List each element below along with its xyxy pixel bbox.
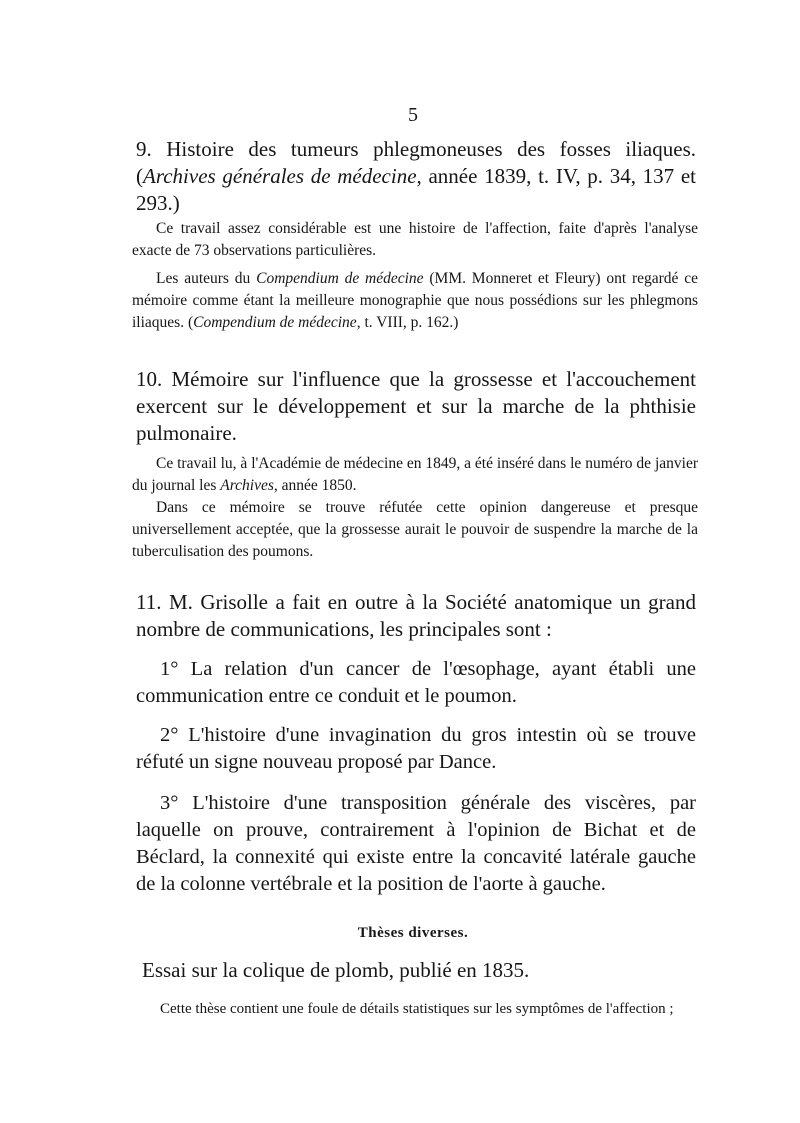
item-11-sub-1: 1° La relation d'un cancer de l'œsophage, ayant établi une communication entre ce conduit et le poumon. bbox=[136, 658, 696, 707]
item-9-heading-journal: Archives générales de médecine bbox=[143, 164, 417, 188]
theses-item-1: Essai sur la colique de plomb, publié en 1835. bbox=[142, 958, 530, 982]
item-9-para-1: Ce travail assez considérable est une histoire de l'affection, faite d'après l'analyse exacte de 73 observations particulières. bbox=[132, 220, 698, 259]
item-9-heading bbox=[136, 136, 696, 217]
item-11-heading: 11. M. Grisolle a fait en outre à la Société anatomique un grand nombre de communications, les principales sont : bbox=[136, 590, 696, 641]
item-9-heading-rest: , année 1839, t. IV, p. 34, 137 et 293.) bbox=[136, 164, 697, 215]
item-9-heading-main: 9. Histoire des tumeurs phlegmoneuses des fosses iliaques. ( bbox=[136, 137, 696, 188]
theses-section-title: Thèses diverses. bbox=[357, 925, 469, 941]
item-10-para-1-start: Ce travail lu, à l'Académie de médecine en 1849, a été inséré dans le numéro de janvier du journal les bbox=[132, 455, 698, 494]
item-9-para-2-mid: (MM. Monneret et Fleury) ont regardé ce mémoire comme étant la meilleure monographie que nous possédions sur les phlegmons iliaques. ( bbox=[132, 270, 698, 331]
item-9-para-2-start: Les auteurs du bbox=[156, 270, 257, 287]
item-10-para-1 bbox=[132, 453, 698, 497]
item-9-para-2-end: , t. VIII, p. 162.) bbox=[356, 314, 459, 331]
theses-item-1-note: Cette thèse contient une foule de détails statistiques sur les symptômes de l'affection ; bbox=[160, 1001, 674, 1017]
item-10-heading: 10. Mémoire sur l'influence que la grossesse et l'accouchement exercent sur le développement et sur la marche de la phthisie pulmonaire. bbox=[136, 367, 696, 445]
item-9-para-2-compendium: Compendium de médecine bbox=[256, 270, 424, 287]
page-number: 5 bbox=[408, 104, 418, 126]
item-10-para-2: Dans ce mémoire se trouve réfutée cette opinion dangereuse et presque universellement acceptée, que la grossesse aurait le pouvoir de suspendre la marche de la tuberculisation des poumons. bbox=[132, 499, 698, 560]
item-11-sub-3: 3° L'histoire d'une transposition générale des viscères, par laquelle on prouve, contrairement à l'opinion de Bichat et de Béclard, la connexité qui existe entre la concavité latérale gauche de la colonne vertébrale et la position de l'aorte à gauche. bbox=[136, 792, 696, 895]
item-10-para-1-end: , année 1850. bbox=[273, 477, 357, 494]
item-11-sub-2: 2° L'histoire d'une invagination du gros intestin où se trouve réfuté un signe nouveau proposé par Dance. bbox=[136, 724, 696, 773]
item-10-para-1-archives: Archives bbox=[220, 477, 274, 494]
item-9-para-2 bbox=[132, 268, 698, 334]
item-9-para-2-compendium-2: Compendium de médecine bbox=[193, 314, 357, 331]
